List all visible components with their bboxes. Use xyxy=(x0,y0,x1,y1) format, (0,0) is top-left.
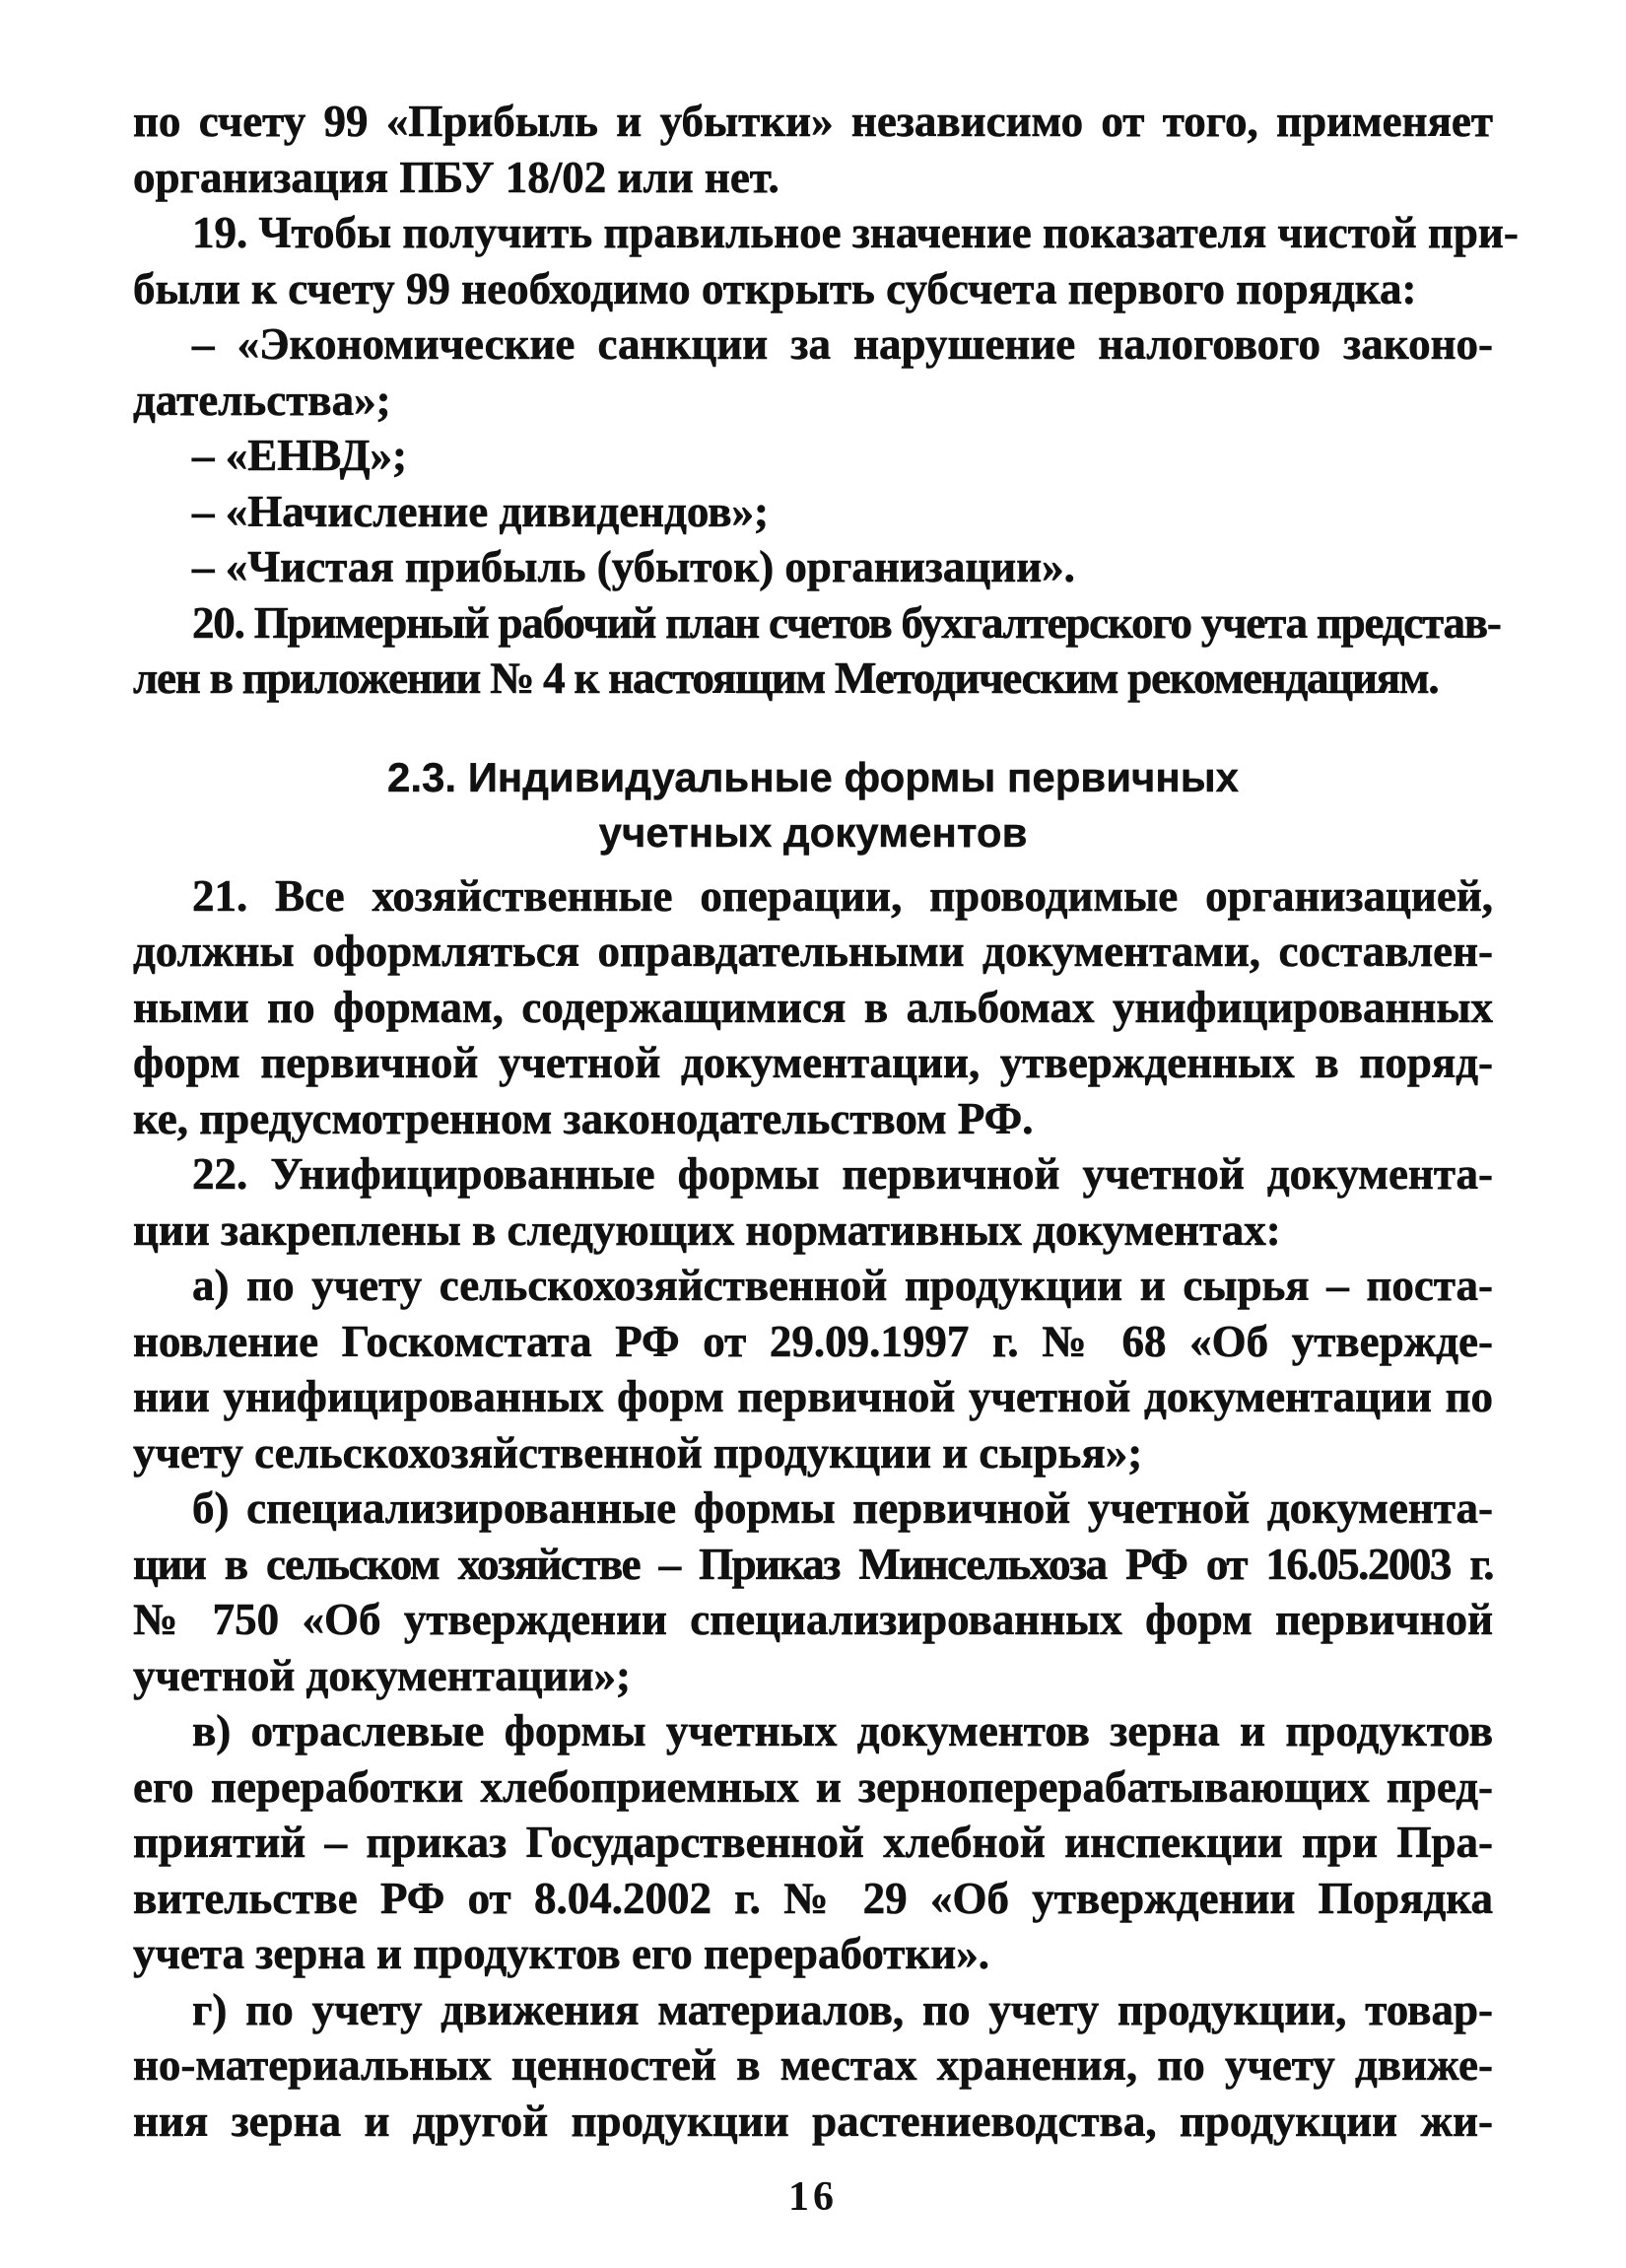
text-line: ными по формам, содержащимися в альбомах унифицированных xyxy=(133,982,1493,1032)
list-item xyxy=(133,316,1493,428)
text-line: дательства»; xyxy=(133,375,391,425)
page-number: 16 xyxy=(788,2174,838,2220)
text-line: учета зерна и продуктов его переработки». xyxy=(133,1929,989,1978)
paragraph-22-a xyxy=(133,1258,1493,1480)
text-line: организация ПБУ 18/02 или нет. xyxy=(133,152,779,202)
text-line: были к счету 99 необходимо открыть субсчета первого порядка: xyxy=(133,263,1417,313)
text-line: учетной документации»; xyxy=(133,1650,631,1700)
paragraph-20 xyxy=(133,595,1501,707)
text-line: его переработки хлебоприемных и зерноперерабатывающих пред- xyxy=(133,1761,1493,1812)
text-line: ке, предусмотренном законодательством РФ. xyxy=(133,1093,1034,1143)
text-line: в) отраслевые формы учетных документов зерна и продуктов xyxy=(192,1706,1493,1755)
section-heading-line-1: 2.3. Индивидуальные формы первичных xyxy=(386,753,1240,800)
text-line: № 750 «Об утверждении специализированных форм первичной xyxy=(133,1595,1493,1644)
section-heading-line-2: учетных документов xyxy=(598,808,1028,856)
text-line: ния зерна и другой продукции растениеводства, продукции жи- xyxy=(133,2096,1493,2146)
list-item xyxy=(133,428,1493,484)
text-line: г) по учету движения материалов, по учету продукции, товар- xyxy=(192,1984,1493,2034)
document-page xyxy=(133,94,1519,2149)
text-line: 22. Унифицированные формы первичной учетной документа- xyxy=(192,1149,1493,1199)
text-line: ции закреплены в следующих нормативных документах: xyxy=(133,1204,1281,1255)
paragraph-22-g xyxy=(133,1982,1493,2150)
text-line: – «ЕНВД»; xyxy=(192,431,408,480)
text-line: но-материальных ценностей в местах хранения, по учету движе- xyxy=(133,2040,1493,2090)
text-line: ции в сельском хозяйстве – Приказ Минсельхоза РФ от 16.05.2003 г. xyxy=(133,1539,1493,1589)
text-line: по счету 99 «Прибыль и убытки» независимо от того, применяет xyxy=(133,97,1493,146)
text-line: нии унифицированных форм первичной учетной документации по xyxy=(133,1372,1493,1421)
text-line: – «Экономические санкции за нарушение налогового законо- xyxy=(192,319,1493,369)
paragraph-18-continuation xyxy=(133,94,1493,205)
text-line: – «Чистая прибыль (убыток) организации». xyxy=(192,542,1075,591)
text-line: б) специализированные формы первичной учетной документа- xyxy=(192,1483,1493,1533)
paragraph-22 xyxy=(133,1146,1493,1258)
text-line: форм первичной учетной документации, утвержденных в поряд- xyxy=(133,1038,1493,1087)
list-item xyxy=(133,484,1493,540)
text-line: учету сельскохозяйственной продукции и сырья»; xyxy=(133,1427,1143,1478)
paragraph-21 xyxy=(133,868,1493,1147)
list-item xyxy=(133,539,1493,595)
text-line: – «Начисление дивидендов»; xyxy=(192,486,770,536)
paragraph-22-v xyxy=(133,1703,1493,1982)
text-line: должны оформляться оправдательными документами, составлен- xyxy=(133,927,1493,976)
section-heading xyxy=(133,750,1493,860)
text-line: 21. Все хозяйственные операции, проводимые организацией, xyxy=(192,870,1493,921)
text-line: 19. Чтобы получить правильное значение показателя чистой при- xyxy=(192,208,1519,257)
text-line: вительстве РФ от 8.04.2002 г. № 29 «Об утверждении Порядка xyxy=(133,1873,1493,1923)
paragraph-22-b xyxy=(133,1480,1493,1703)
text-line: лен в приложении № 4 к настоящим Методическим рекомендациям. xyxy=(133,653,1439,703)
text-line: новление Госкомстата РФ от 29.09.1997 г. № 68 «Об утвержде- xyxy=(133,1316,1493,1366)
text-line: а) по учету сельскохозяйственной продукции и сырья – поста- xyxy=(192,1261,1493,1310)
text-line: 20. Примерный рабочий план счетов бухгалтерского учета представ- xyxy=(192,597,1501,648)
paragraph-19 xyxy=(133,205,1519,316)
text-line: приятий – приказ Государственной хлебной инспекции при Пра- xyxy=(133,1818,1493,1867)
